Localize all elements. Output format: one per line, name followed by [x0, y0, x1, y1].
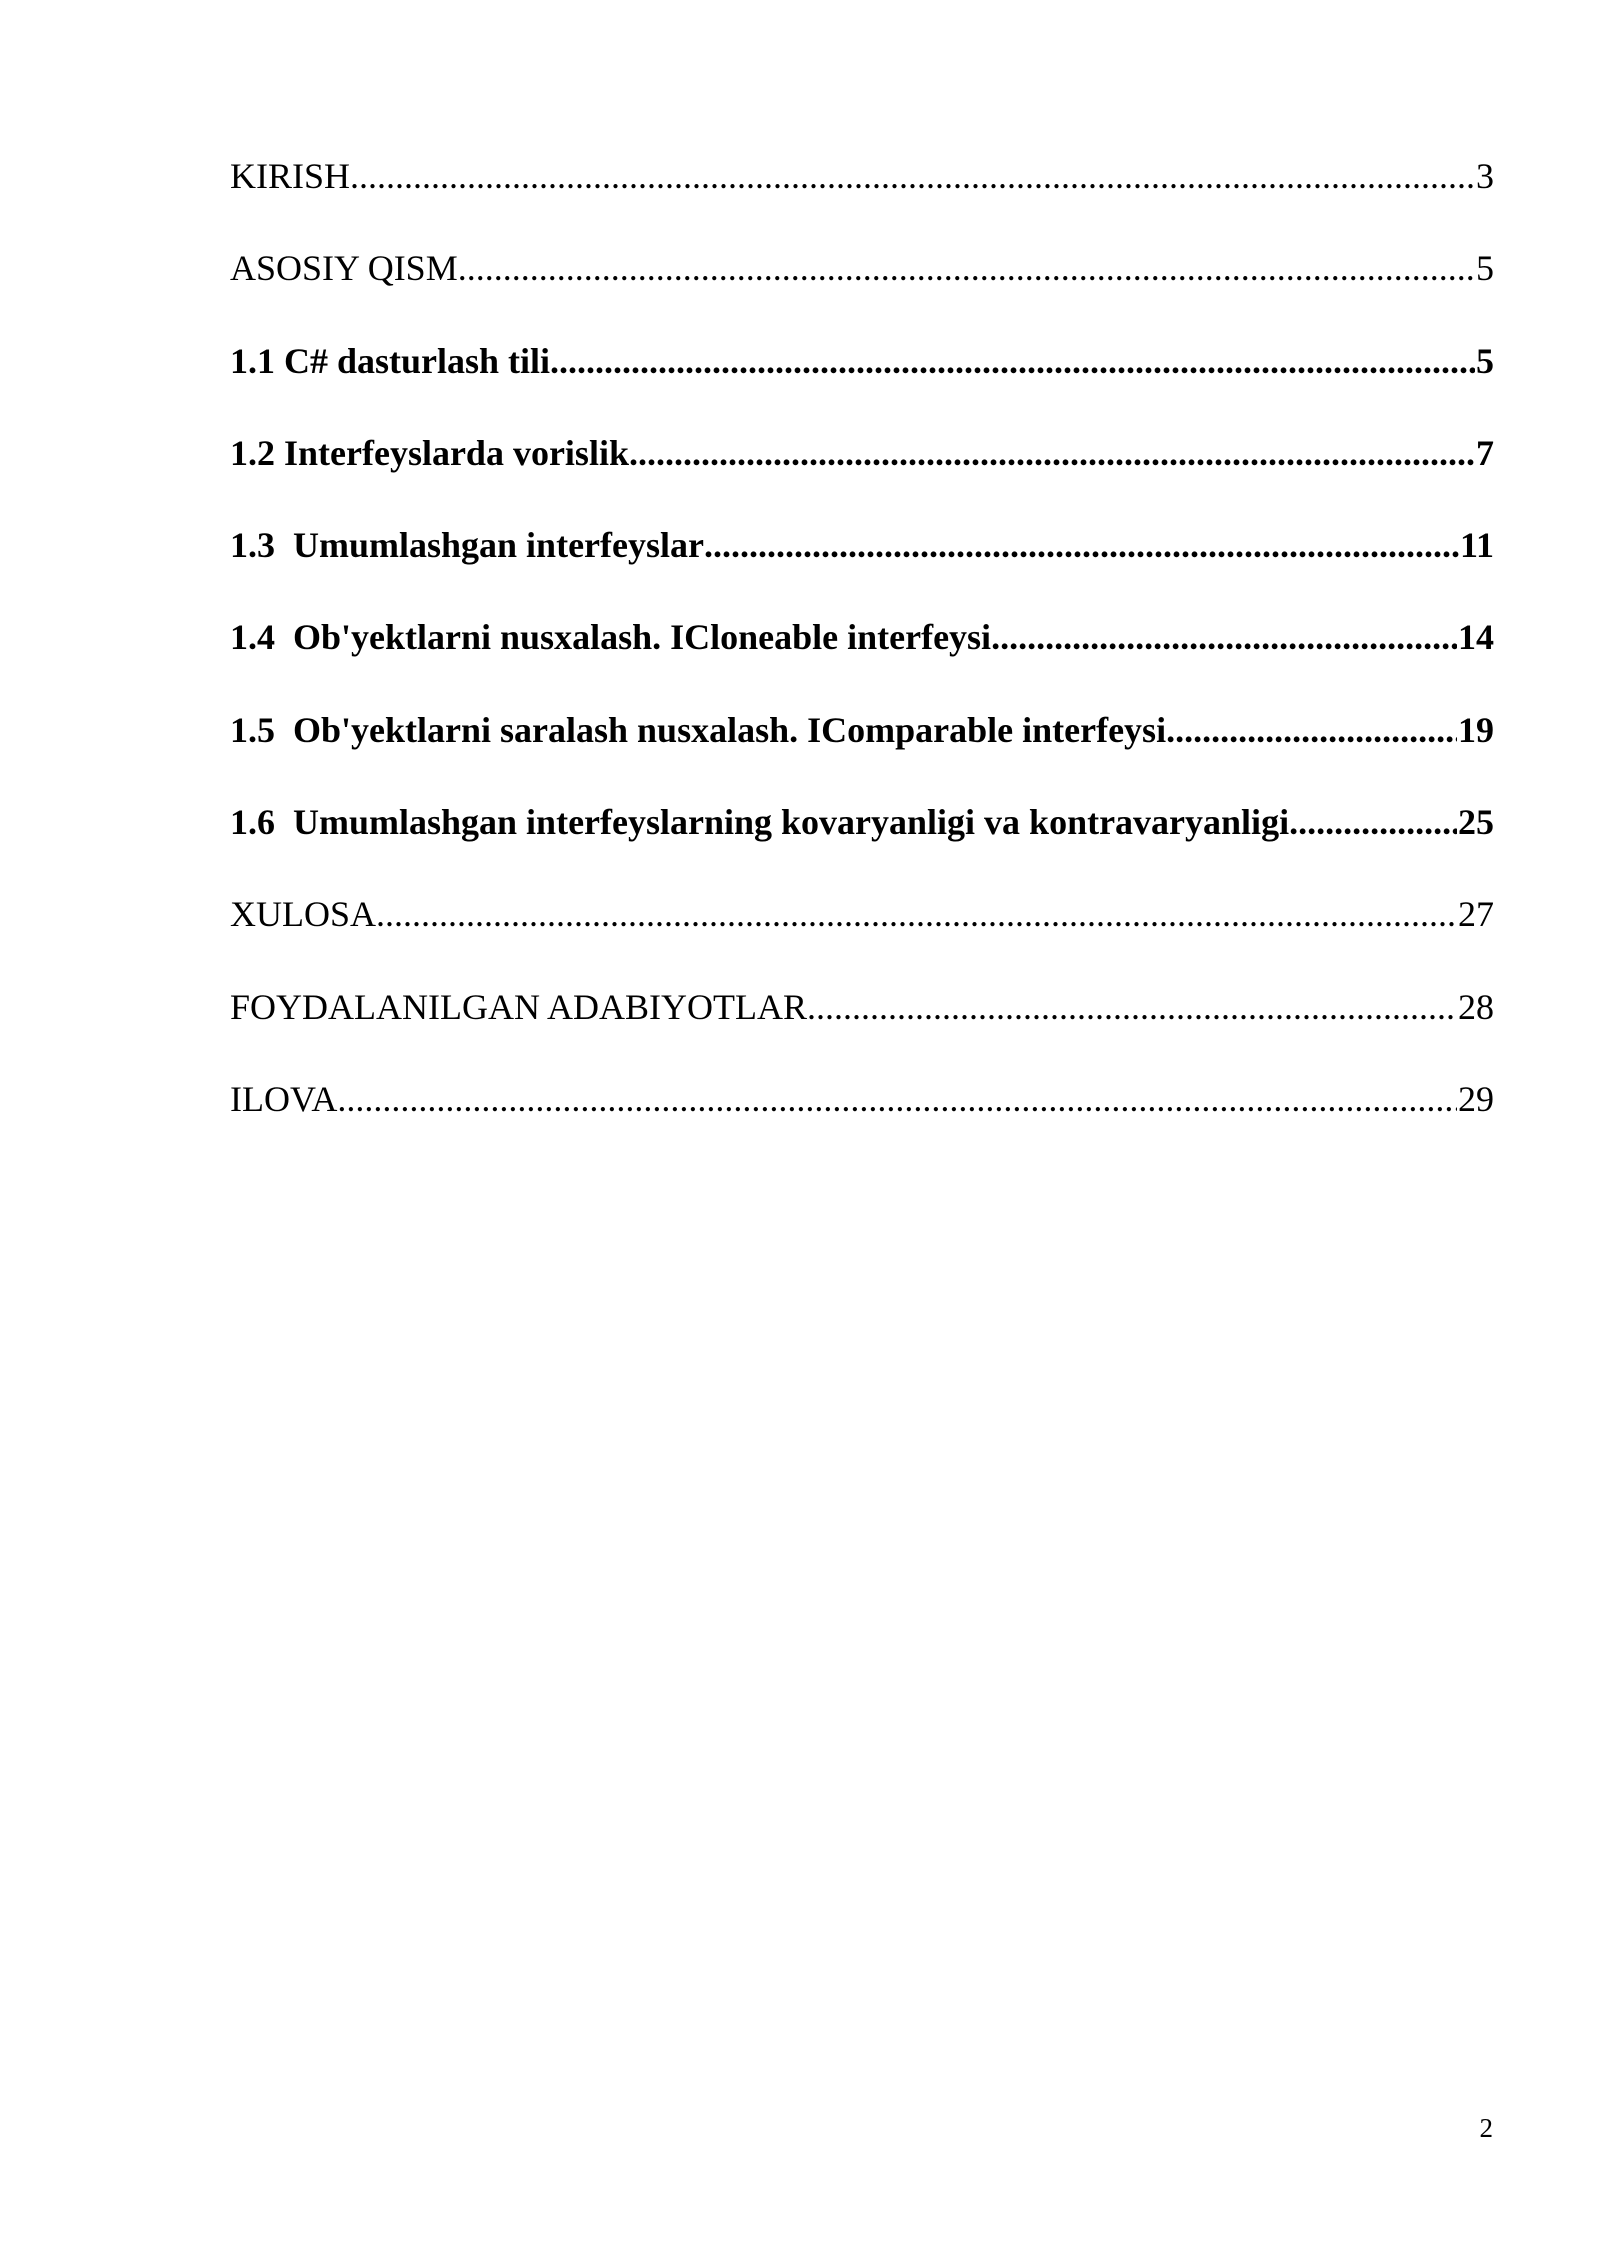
toc-entry-title: FOYDALANILGAN ADABIYOTLAR [230, 986, 807, 1027]
toc-entry-foydalanilgan-adabiyotlar [230, 981, 1494, 1073]
toc-entry-page: 11 [1459, 525, 1494, 566]
toc-dot-leader [550, 335, 1475, 387]
toc-dot-leader [1289, 796, 1457, 848]
toc-entry-page: 29 [1458, 1078, 1494, 1119]
toc-entry-title: XULOSA [230, 894, 377, 935]
toc-entry-1-2 [230, 427, 1494, 519]
toc-entry-title: KIRISH [230, 156, 351, 196]
toc-dot-leader [350, 150, 1475, 202]
toc-dot-leader [991, 611, 1457, 663]
toc-entry-title: 1.4 Ob'yektlarni nusxalash. ICloneable interfeysi [230, 617, 992, 658]
toc-entry-1-1 [230, 335, 1494, 427]
toc-entry-page: 27 [1458, 894, 1494, 935]
toc-entry-title: 1.2 Interfeyslarda vorislik [230, 432, 629, 473]
toc-entry-1-6 [230, 796, 1494, 888]
toc-dot-leader [704, 519, 1459, 571]
toc-entry-page: 5 [1476, 248, 1494, 289]
toc-entry-xulosa [230, 888, 1494, 980]
toc-entry-page: 25 [1458, 802, 1494, 843]
toc-entry-page: 3 [1476, 156, 1494, 196]
toc-entry-title: ILOVA [230, 1078, 338, 1119]
toc-dot-leader [807, 981, 1457, 1033]
toc-entry-title: 1.1 C# dasturlash tili [230, 340, 551, 381]
toc-entry-page: 28 [1458, 986, 1494, 1027]
toc-entry-1-3 [230, 519, 1494, 611]
toc-entry-kirish [230, 150, 1494, 242]
toc-dot-leader [458, 242, 1475, 294]
toc-entry-title: 1.5 Ob'yektlarni saralash nusxalash. IComparable interfeysi [230, 709, 1167, 750]
toc-entry-page: 5 [1476, 340, 1494, 381]
toc-dot-leader [376, 888, 1457, 940]
toc-entry-title: 1.6 Umumlashgan interfeyslarning kovaryanligi va kontravaryanligi [230, 802, 1290, 843]
toc-entry-1-5 [230, 704, 1494, 796]
toc-entry-page: 14 [1458, 617, 1494, 658]
toc-dot-leader [629, 427, 1475, 479]
toc-entry-page: 7 [1476, 432, 1494, 473]
toc-entry-title: ASOSIY QISM [230, 248, 458, 289]
table-of-contents [230, 150, 1494, 1165]
toc-dot-leader [1166, 704, 1457, 756]
toc-entry-page: 19 [1458, 709, 1494, 750]
toc-entry-asosiy-qism [230, 242, 1494, 334]
toc-dot-leader [337, 1073, 1457, 1125]
toc-entry-title: 1.3 Umumlashgan interfeyslar [230, 525, 704, 566]
toc-entry-1-4 [230, 611, 1494, 703]
toc-entry-ilova [230, 1073, 1494, 1165]
page-number: 2 [1479, 2113, 1493, 2143]
